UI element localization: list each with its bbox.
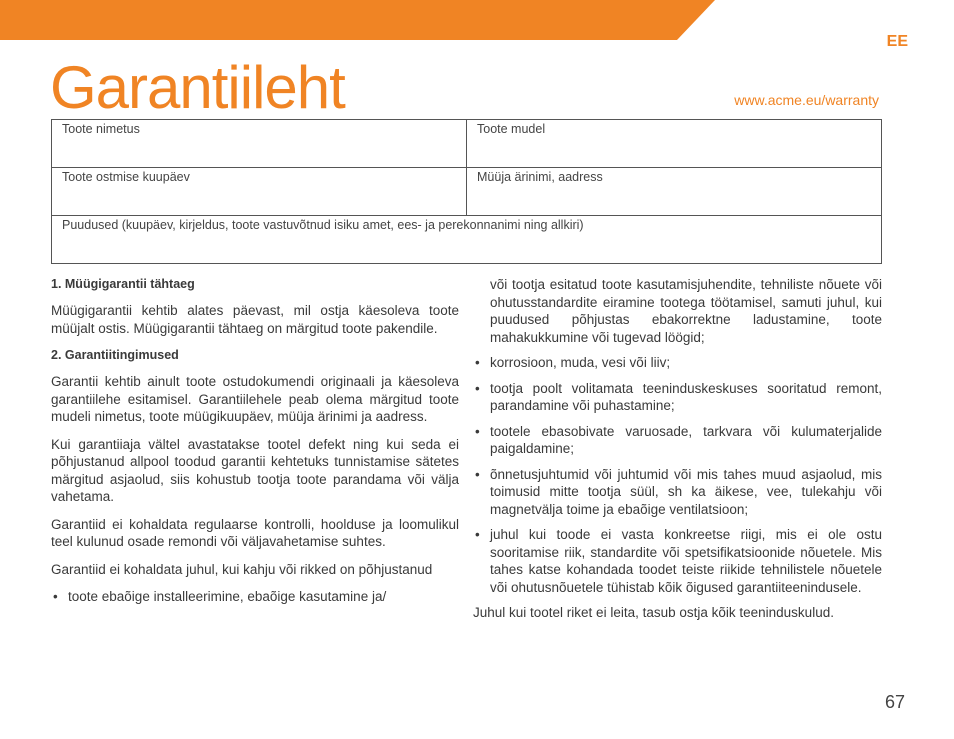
right-column bbox=[473, 276, 882, 632]
list-item-text: tootja poolt volitamata teeninduskeskuses sooritatud remont, parandamine või puhastamine; bbox=[490, 380, 882, 413]
paragraph: Garantiid ei kohaldata regulaarse kontrolli, hoolduse ja loomulikul teel kulunud osade remondi või väljavahetamise suhtes. bbox=[51, 516, 459, 549]
bullet-icon: • bbox=[53, 589, 58, 604]
list-item bbox=[473, 354, 882, 372]
list-item bbox=[51, 588, 459, 606]
bullet-icon: • bbox=[475, 355, 480, 370]
bullet-icon: • bbox=[475, 466, 480, 482]
page-number: 67 bbox=[884, 692, 905, 712]
list-item bbox=[473, 526, 882, 596]
language-code: EE bbox=[886, 33, 908, 50]
list-item bbox=[473, 380, 882, 415]
product-name-field[interactable]: Toote nimetus bbox=[52, 120, 467, 168]
closing-paragraph: Juhul kui tootel riket ei leita, tasub ostja kõik teeninduskulud. bbox=[473, 605, 834, 620]
bullet-icon: • bbox=[475, 423, 480, 439]
orange-header-band bbox=[0, 0, 954, 40]
section-heading: 2. Garantiitingimused bbox=[51, 348, 179, 362]
seller-field[interactable]: Müüja ärinimi, aadress bbox=[467, 168, 882, 216]
warranty-form-table bbox=[51, 119, 882, 264]
list-item-continuation: või tootja esitatud toote kasutamisjuhendite, tehniliste nõuete või ohutusstandardite eiramine tootega töötamisel, samuti juhul, kui puudused põhjustas ebakorrektne ladustamine, toote mahakukkumine või tugevad löögid; bbox=[490, 277, 882, 345]
bullet-icon: • bbox=[475, 380, 480, 396]
paragraph: Kui garantiiaja vältel avastatakse tootel defekt ning kui seda ei põhjustanud allpool toodud garantii kehtetuks tunnistamise sätetes märgitud asjaolud, siis kohustub tootja toote parandama või välja vahetama. bbox=[51, 436, 459, 504]
list-item bbox=[473, 466, 882, 519]
list-item-text: toote ebaõige installeerimine, ebaõige kasutamine ja/ bbox=[68, 589, 387, 604]
list-item-text: korrosioon, muda, vesi või liiv; bbox=[490, 355, 671, 370]
paragraph: Garantiid ei kohaldata juhul, kui kahju või rikked on põhjustanud bbox=[51, 561, 433, 577]
section-heading: 1. Müügigarantii tähtaeg bbox=[51, 277, 195, 291]
list-item-text: tootele ebasobivate varuosade, tarkvara või kulumaterjalide paigaldamine; bbox=[490, 423, 882, 456]
left-column bbox=[51, 276, 459, 614]
purchase-date-field[interactable]: Toote ostmise kuupäev bbox=[52, 168, 467, 216]
paragraph: Müügigarantii kehtib alates päevast, mil ostja käesoleva toote müüjalt ostis. Müügigarantii tähtaeg on märgitud toote pakendile. bbox=[51, 303, 459, 336]
page-title: Garantiileht bbox=[50, 54, 345, 121]
warranty-url: www.acme.eu/warranty bbox=[734, 92, 879, 108]
bullet-icon: • bbox=[475, 527, 480, 542]
defects-field[interactable]: Puudused (kuupäev, kirjeldus, toote vastuvõtnud isiku amet, ees- ja perekonnanimi ning allkiri) bbox=[52, 216, 882, 264]
list-item-text: õnnetusjuhtumid või juhtumid või mis tahes muud asjaolud, mis toimusid mitte tootja süül, sh ka äikese, vee, tulekahju või magnetvälja toime ja ebaõige ventilatsioon; bbox=[490, 466, 882, 517]
list-item bbox=[473, 423, 882, 458]
paragraph: Garantii kehtib ainult toote ostudokumendi originaali ja käesoleva garantiilehe esitamisel. Garantiilehele peab olema märgitud toote mudeli nimetus, toote müügikuupäev, müüja ärinimi ja aadress. bbox=[51, 374, 459, 424]
product-model-field[interactable]: Toote mudel bbox=[467, 120, 882, 168]
list-item-text: juhul kui toode ei vasta konkreetse riigi, mis ei ole ostu sooritamise riik, standardite või spetsifikatsioonide nõuetele. Mis tahes katse kohandada toodet teiste riikide tehnilistele nõuetele või ohutusnõuetele tühistab kõik õigused garantiiteenindusele. bbox=[490, 527, 882, 595]
